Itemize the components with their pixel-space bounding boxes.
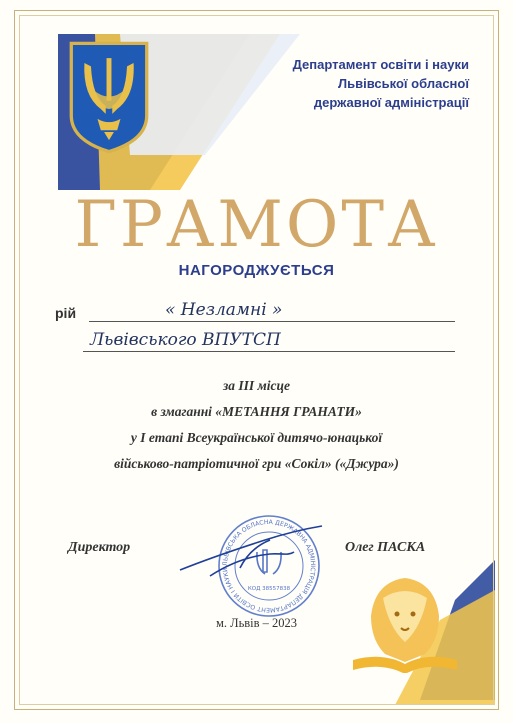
- award-place: за ІІІ місце: [222, 378, 291, 393]
- stamp-text: ЛЬВІВСЬКА ОБЛАСНА ДЕРЖАВНА АДМІНІСТРАЦІЯ ДЕПАРТАМЕНТ ОСВІТИ І НАУКИ: [221, 518, 317, 614]
- department-line-3: державної адміністрації: [313, 95, 469, 110]
- recipient-name: « Незламні »: [165, 300, 283, 320]
- signatory-role: Директор: [68, 540, 131, 555]
- department-header: [293, 55, 469, 112]
- signatory-name: Олег ПАСКА: [345, 540, 426, 555]
- handwritten-signature: [170, 518, 330, 588]
- department-line-1: Департамент освіти і науки: [292, 57, 469, 72]
- recipient-line-2: [55, 332, 455, 352]
- recipient-prefix: рій: [55, 305, 77, 321]
- certificate-title: ГРАМОТА: [74, 188, 439, 262]
- trident-emblem-icon: [68, 40, 150, 155]
- award-event: в змаганні «МЕТАННЯ ГРАНАТИ»: [151, 404, 362, 419]
- award-stage: у І етапі Всеукраїнської дитячо-юнацької: [130, 430, 383, 445]
- recipient-institution: Львівського ВПУТСП: [90, 330, 281, 350]
- stamp-code: КОД 38557838: [247, 586, 291, 592]
- certificate-subtitle: НАГОРОДЖУЄТЬСЯ: [178, 262, 335, 279]
- lion-book-logo: [345, 568, 465, 673]
- award-game: військово-патріотичної гри «Сокіл» («Джура»): [114, 456, 399, 471]
- place-and-year: м. Львів – 2023: [215, 616, 298, 630]
- recipient-line-1: [55, 302, 455, 322]
- department-line-2: Львівської обласної: [338, 76, 469, 91]
